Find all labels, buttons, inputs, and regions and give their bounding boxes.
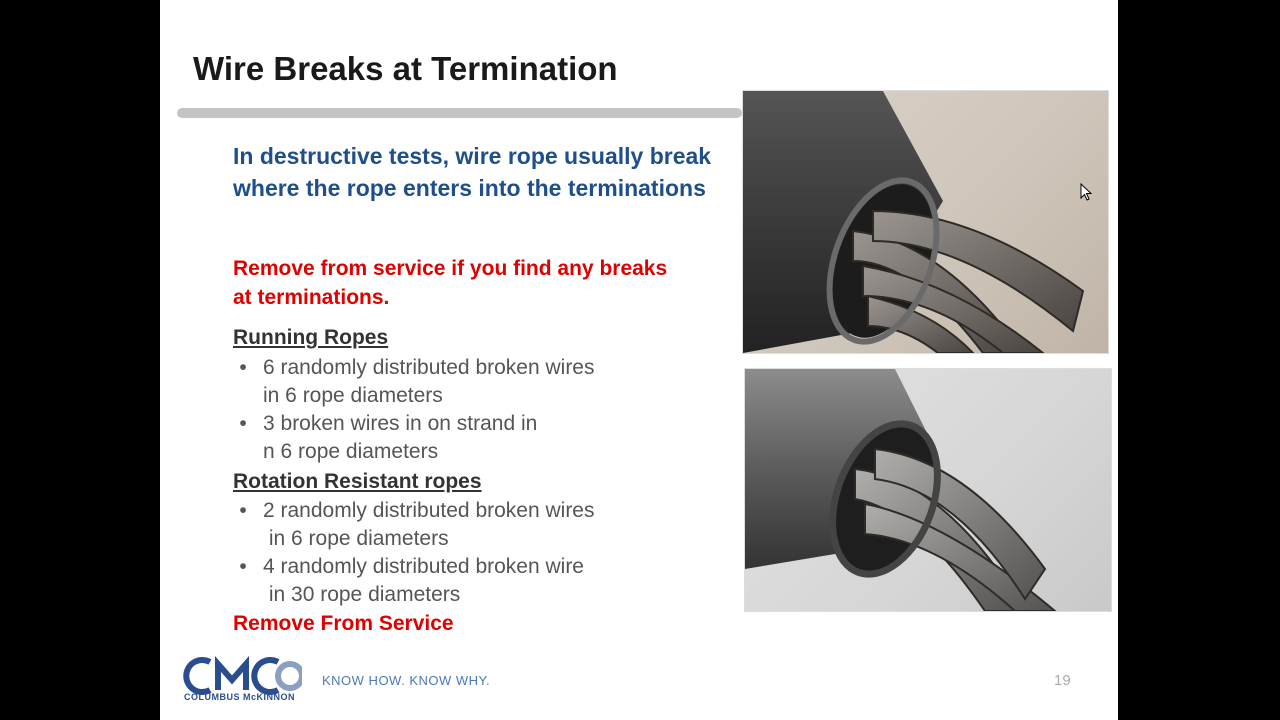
running-ropes-list — [233, 354, 663, 466]
running-ropes-heading: Running Ropes — [233, 326, 389, 349]
footer-tagline: KNOW HOW. KNOW WHY. — [322, 673, 491, 688]
bullet-line-1: 4 randomly distributed broken wire — [263, 555, 584, 578]
bullet-icon: • — [239, 555, 247, 578]
bullet-line-1: 3 broken wires in on strand in — [263, 412, 538, 435]
bullet-icon: • — [239, 499, 247, 522]
rope-termination-photo-bottom — [744, 368, 1112, 612]
warning-text: Remove from service if you find any breaks at terminations. — [233, 257, 668, 309]
bullet-line-2: in 30 rope diameters — [263, 583, 461, 606]
mouse-cursor-icon — [1080, 183, 1094, 203]
page-number: 19 — [1054, 672, 1071, 689]
title-underline-bar — [177, 108, 742, 118]
logo-company-name: COLUMBUS McKINNON — [184, 692, 295, 702]
slide-title: Wire Breaks at Termination — [193, 50, 618, 87]
slide — [160, 0, 1118, 720]
bullet-icon: • — [239, 412, 247, 435]
remove-from-service-text: Remove From Service — [233, 612, 454, 635]
list-item — [233, 497, 663, 553]
list-item — [233, 410, 663, 466]
bullet-line-1: 2 randomly distributed broken wires — [263, 499, 595, 522]
cmco-logo-icon — [182, 652, 302, 712]
rotation-resistant-heading: Rotation Resistant ropes — [233, 470, 482, 493]
list-item — [233, 354, 663, 410]
intro-text: In destructive tests, wire rope usually break where the rope enters into the terminations — [233, 143, 712, 201]
list-item — [233, 553, 663, 609]
bullet-line-2: in 6 rope diameters — [263, 527, 449, 550]
rotation-resistant-list — [233, 497, 663, 609]
bullet-line-2: in 6 rope diameters — [263, 384, 443, 407]
bullet-line-1: 6 randomly distributed broken wires — [263, 356, 595, 379]
rope-termination-photo-top — [742, 90, 1109, 354]
bullet-icon: • — [239, 356, 247, 379]
rope-illustration-bottom — [745, 369, 1111, 611]
rope-illustration-top — [743, 91, 1108, 353]
bullet-line-2: n 6 rope diameters — [263, 440, 439, 463]
